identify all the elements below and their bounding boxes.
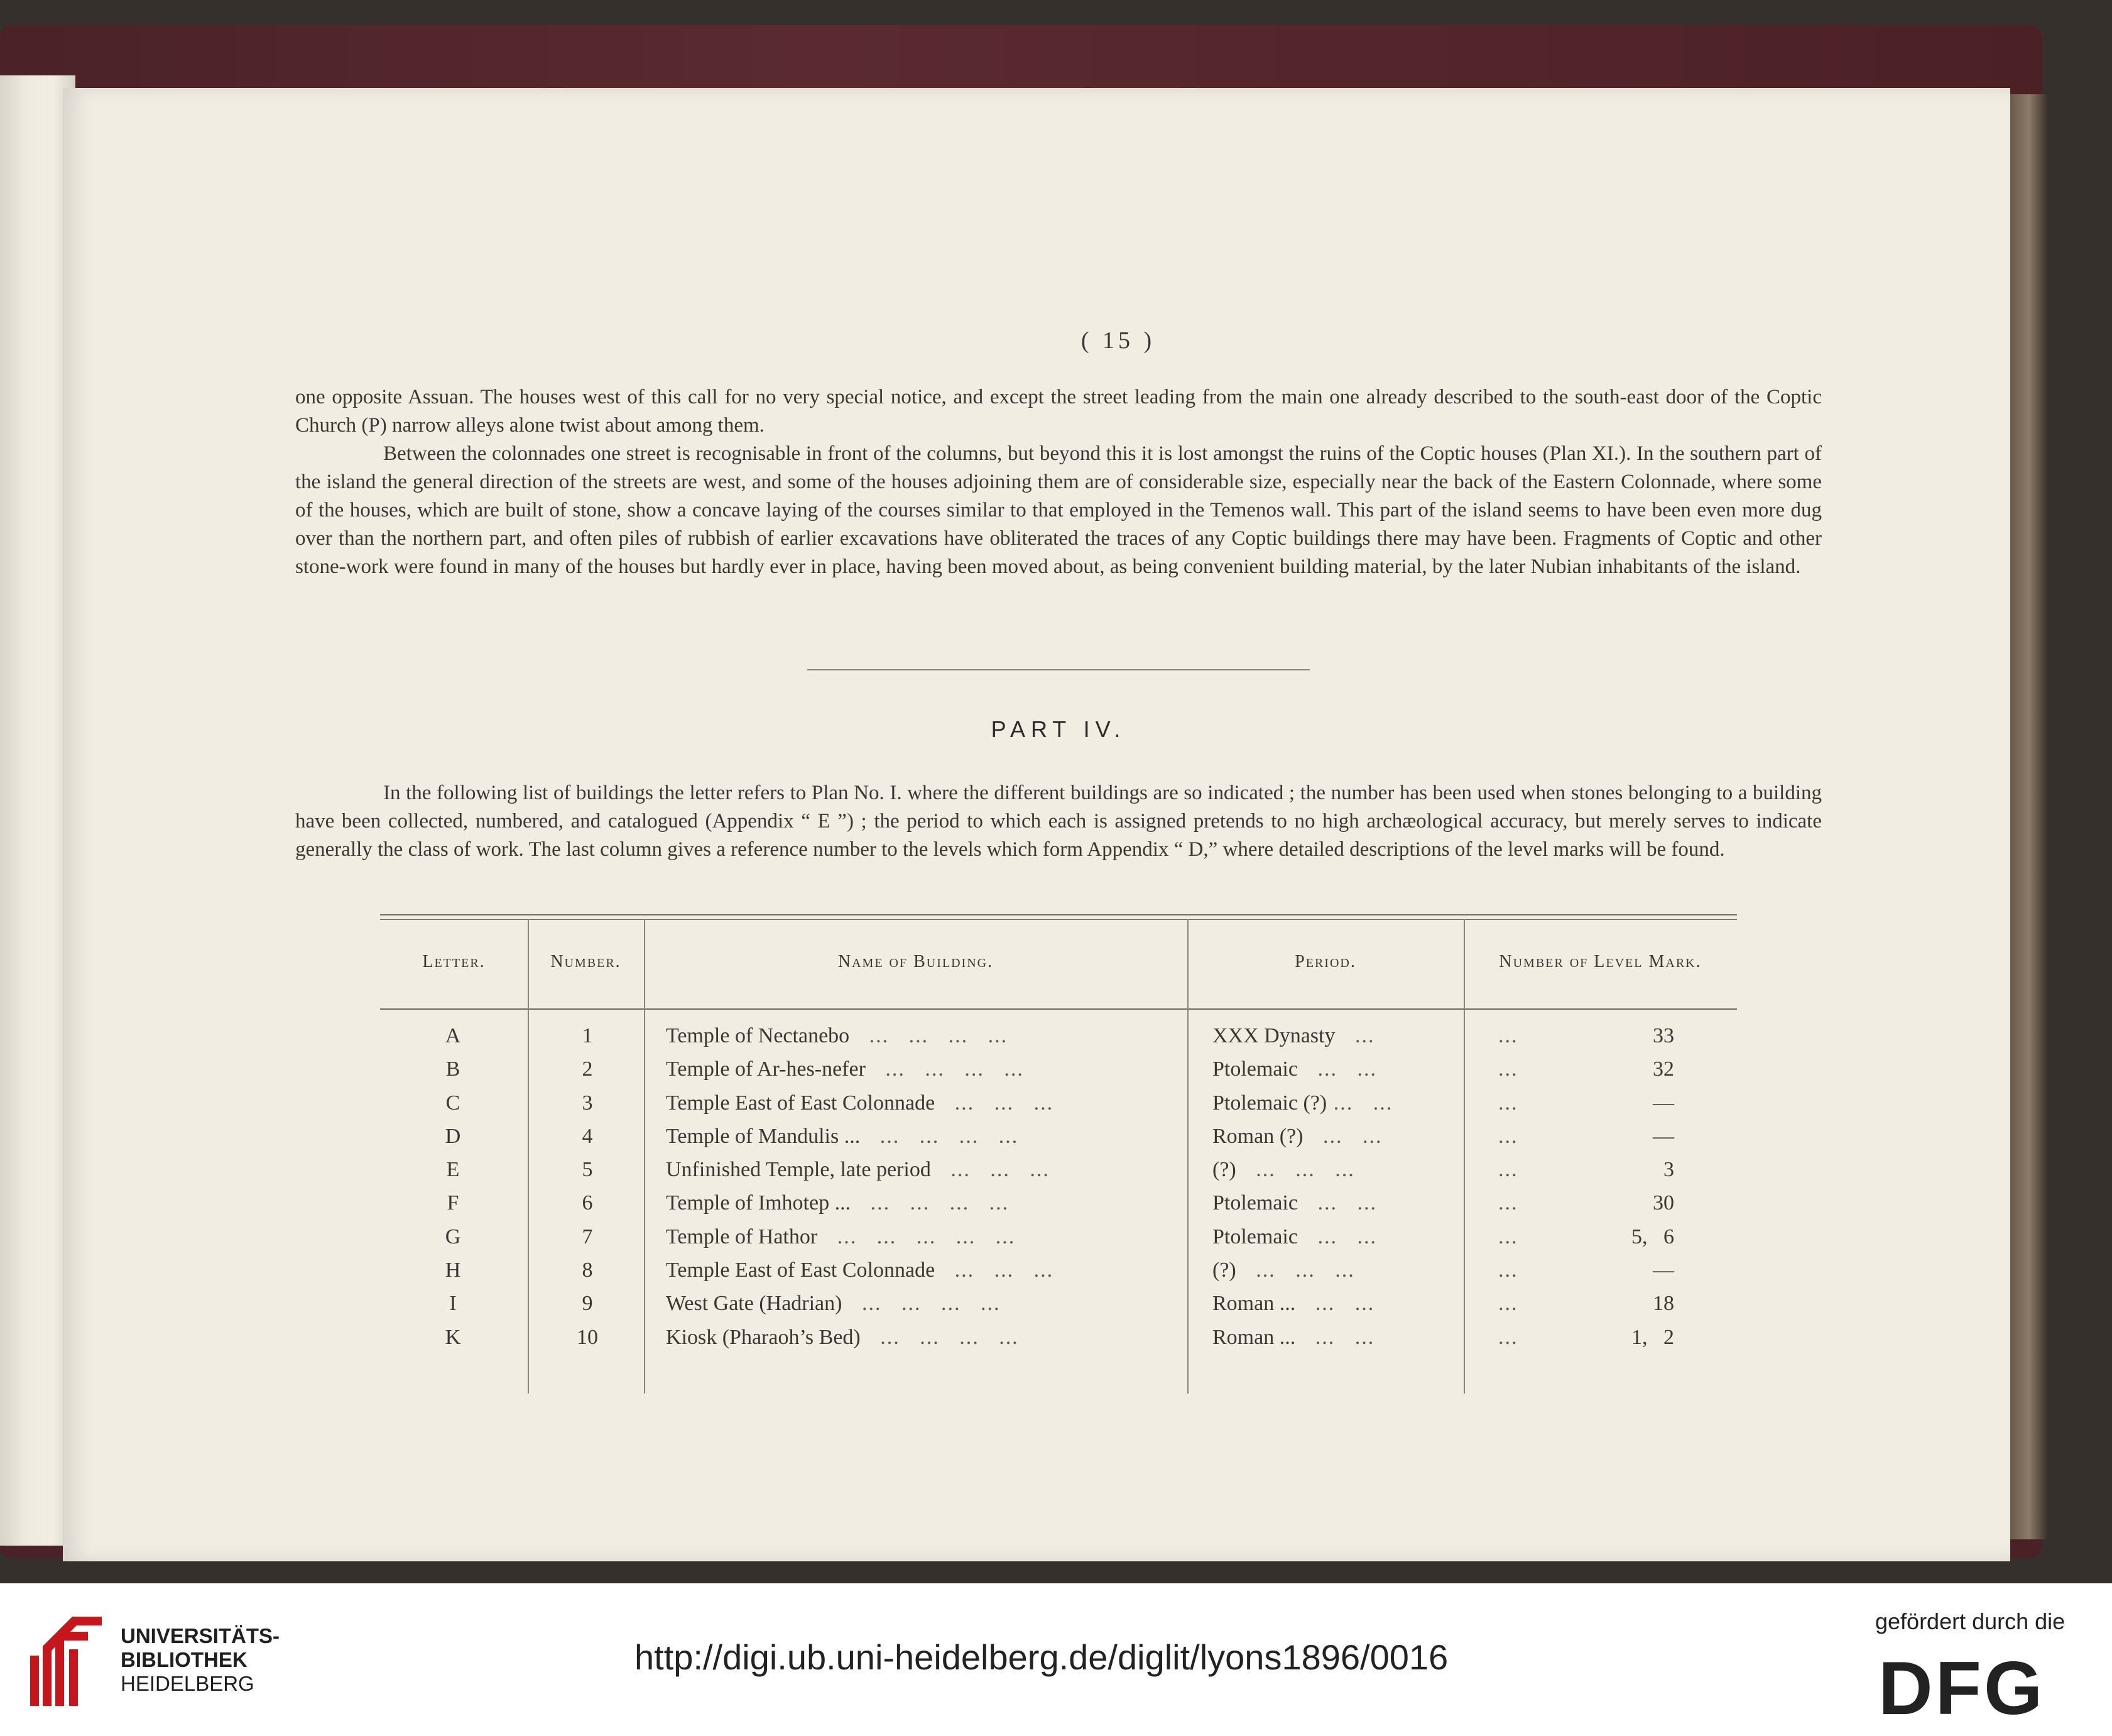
cell-period-text: Ptolemaic (?) (1212, 1091, 1327, 1115)
leader-dots: ... ... (1295, 1325, 1375, 1349)
cell-period (1212, 1292, 1374, 1316)
funded-by-label: gefördert durch die (1875, 1608, 2066, 1634)
cell-level-mark: 33 (1653, 1024, 1674, 1047)
paragraph-2: Between the colonnades one street is recognisable in front of the columns, but beyond this it is lost amongst the ruins of the Coptic houses (Plan XI.). In the southern part of the island the general direction of the streets are west, and some of the houses adjoining them are of considerable size, especially near the back of the Eastern Colonnade, where some of the houses, which are built of stone, show a concave laying of the courses similar to that employed in the Temenos wall. This part of the island seems to have been even more dug over than the northern part, and often piles of rubbish of earlier excavations have obliterated the traces of any Coptic buildings there may have been. Fragments of Coptic and other stone-work were found in many of the houses but hardly ever in place, having been moved about, as being convenient building material, by the later Nubian inhabitants of the island. (295, 442, 1822, 578)
cell-letter: D (445, 1124, 461, 1148)
leader-dots: ... ... ... (1236, 1258, 1355, 1282)
cell-level-mark: 30 (1653, 1191, 1674, 1215)
table-row (380, 1225, 1737, 1258)
leader-dots: ... ... (1303, 1124, 1383, 1148)
cell-name-text: Temple East of East Colonnade (666, 1091, 935, 1115)
cell-name (666, 1191, 1009, 1215)
viewer-footer (0, 1583, 2112, 1736)
leader-dots: ... ... ... ... (851, 1191, 1010, 1215)
cell-letter: C (445, 1091, 460, 1115)
cell-level-mark: 3 (1663, 1158, 1674, 1182)
cell-number: 3 (582, 1091, 593, 1115)
library-logo-icon (25, 1612, 107, 1712)
cell-letter: I (449, 1292, 457, 1316)
cell-name (666, 1258, 1053, 1282)
cell-number: 4 (582, 1124, 593, 1148)
cell-level-mark: — (1653, 1124, 1674, 1148)
header-period: Period. (1295, 952, 1356, 971)
cell-name (666, 1292, 1000, 1316)
section-divider (807, 669, 1310, 670)
cell-period-text: Roman ... (1212, 1325, 1296, 1349)
leader-dots: ... (1498, 1091, 1518, 1115)
leader-dots: ... ... (1297, 1057, 1377, 1081)
page-number: ( 15 ) (1080, 327, 1156, 354)
leader-dots: ... (1498, 1325, 1518, 1349)
permalink-url[interactable]: http://digi.ub.uni-heidelberg.de/diglit/lyons1896/0016 (634, 1637, 1449, 1677)
cell-period (1212, 1191, 1377, 1215)
cell-number: 8 (582, 1258, 593, 1282)
cell-period (1212, 1057, 1377, 1081)
leader-dots: ... ... ... ... (860, 1124, 1019, 1148)
cell-name (666, 1158, 1050, 1182)
cell-letter: E (446, 1158, 460, 1182)
table-row (380, 1191, 1737, 1225)
cell-name (666, 1326, 1019, 1350)
header-letter: Letter. (422, 952, 486, 971)
cell-name-text: Temple of Ar-hes-nefer (666, 1057, 866, 1081)
cell-name (666, 1125, 1018, 1149)
dfg-logo-text: DFG (1878, 1652, 2045, 1722)
header-level-mark: Number of Level Mark. (1499, 952, 1702, 971)
table-row (380, 1258, 1737, 1292)
leader-dots: ... (1498, 1258, 1518, 1282)
header-number: Number. (550, 952, 621, 971)
leader-dots: ... ... ... (935, 1091, 1054, 1115)
cell-level-mark: 1, 2 (1631, 1325, 1674, 1349)
cell-period-text: Roman (?) (1212, 1124, 1304, 1148)
cell-name-text: Kiosk (Pharaoh’s Bed) (666, 1325, 861, 1349)
cell-name-text: Temple of Hathor (666, 1225, 818, 1248)
cell-level-mark: 32 (1653, 1057, 1674, 1081)
cell-name (666, 1091, 1053, 1115)
scanned-page (63, 88, 2010, 1561)
leader-dots: ... ... ... ... (865, 1057, 1024, 1081)
cell-letter: G (445, 1225, 461, 1248)
cell-level-mark: 18 (1653, 1292, 1674, 1316)
leader-dots: ... (1498, 1191, 1518, 1215)
leader-dots: ... (1498, 1225, 1518, 1248)
cell-number: 1 (582, 1024, 593, 1047)
cell-name (666, 1225, 1015, 1249)
leader-dots: ... (1498, 1057, 1518, 1081)
leader-dots: ... ... ... (930, 1158, 1050, 1182)
cell-number: 5 (582, 1158, 593, 1182)
table-header-rule (380, 1008, 1737, 1010)
cell-level-mark: 5, 6 (1631, 1225, 1674, 1248)
cell-name-text: Temple of Nectanebo (666, 1024, 850, 1047)
leader-dots: ... ... ... (935, 1258, 1054, 1282)
cell-period-text: (?) (1212, 1158, 1236, 1182)
cell-period-text: Ptolemaic (1212, 1225, 1298, 1248)
cell-letter: A (445, 1024, 461, 1047)
cell-name-text: Unfinished Temple, late period (666, 1158, 931, 1182)
cell-period-text: (?) (1212, 1258, 1236, 1282)
cell-period (1212, 1158, 1355, 1182)
cell-name-text: West Gate (Hadrian) (666, 1292, 842, 1316)
part-heading: PART IV. (991, 716, 1126, 742)
table-row (380, 1326, 1737, 1359)
leader-dots: ... ... (1297, 1225, 1377, 1248)
cell-level-mark: — (1653, 1258, 1674, 1282)
cell-period-text: Ptolemaic (1212, 1191, 1298, 1215)
cell-period (1212, 1091, 1393, 1115)
table-row (380, 1024, 1737, 1057)
cell-letter: K (445, 1325, 461, 1349)
cell-level-mark: — (1653, 1091, 1674, 1115)
leader-dots: ... (1498, 1292, 1518, 1316)
leader-dots: ... ... ... ... ... (817, 1225, 1016, 1248)
cell-period-text: XXX Dynasty (1212, 1024, 1336, 1047)
cell-number: 6 (582, 1191, 593, 1215)
paragraph-3: In the following list of buildings the letter refers to Plan No. I. where the different buildings are so indicated ; the number has been used when stones belonging to a building have been collected, numbered, and catalogued (Appendix “ E ”) ; the period to which each is assigned pretends to no high archæological accuracy, but merely serves to indicate generally the class of work. The last column gives a reference number to the levels which form Appendix “ D,” where detailed descriptions of the level marks will be found. (295, 782, 1822, 861)
table-body (380, 1024, 1737, 1359)
cell-period (1212, 1326, 1374, 1350)
cell-period (1212, 1225, 1377, 1249)
leader-dots: ... (1335, 1024, 1375, 1047)
cell-name-text: Temple of Mandulis ... (666, 1124, 861, 1148)
leader-dots: ... ... ... (1236, 1158, 1355, 1182)
leader-dots: ... (1498, 1024, 1518, 1047)
leader-dots: ... ... (1327, 1091, 1393, 1115)
table-top-rule (380, 914, 1737, 915)
cell-period (1212, 1258, 1355, 1282)
cell-name-text: Temple of Imhotep ... (666, 1191, 851, 1215)
table-row (380, 1057, 1737, 1091)
cell-name-text: Temple East of East Colonnade (666, 1258, 935, 1282)
table-row (380, 1158, 1737, 1191)
leader-dots: ... ... ... ... (860, 1325, 1019, 1349)
dfg-logo-icon (1878, 1652, 2079, 1722)
leader-dots: ... ... ... ... (849, 1024, 1008, 1047)
leader-dots: ... ... ... ... (842, 1292, 1001, 1316)
cell-period-text: Roman ... (1212, 1292, 1296, 1316)
cell-number: 10 (577, 1325, 598, 1349)
header-name: Name of Building. (837, 952, 994, 971)
leader-dots: ... (1498, 1158, 1518, 1182)
cell-name (666, 1024, 1008, 1048)
cell-number: 2 (582, 1057, 593, 1081)
leader-dots: ... ... (1295, 1292, 1375, 1316)
buildings-table (380, 914, 1737, 1392)
cell-letter: B (445, 1057, 460, 1081)
table-row (380, 1125, 1737, 1158)
cell-letter: H (445, 1258, 461, 1282)
paragraph-1: one opposite Assuan. The houses west of this call for no very special notice, and except the street leading from the main one already described to the south-east door of the Coptic Church (P) narrow alleys alone twist about among them. (295, 386, 1822, 437)
book-spine-edge (2010, 94, 2048, 1539)
table-row (380, 1292, 1737, 1325)
cell-period (1212, 1125, 1382, 1149)
library-name-line: HEIDELBERG (121, 1672, 254, 1695)
table-row (380, 1091, 1737, 1125)
library-name (121, 1624, 280, 1696)
library-name-line: BIBLIOTHEK (121, 1648, 248, 1671)
library-name-line: UNIVERSITÄTS- (121, 1624, 280, 1647)
table-top-rule-thin (380, 919, 1737, 920)
cell-period-text: Ptolemaic (1212, 1057, 1298, 1081)
cell-period (1212, 1024, 1374, 1048)
cell-number: 7 (582, 1225, 593, 1248)
cell-letter: F (447, 1191, 459, 1215)
leader-dots: ... ... (1297, 1191, 1377, 1215)
cell-number: 9 (582, 1292, 593, 1316)
leader-dots: ... (1498, 1124, 1518, 1148)
cell-name (666, 1057, 1024, 1081)
